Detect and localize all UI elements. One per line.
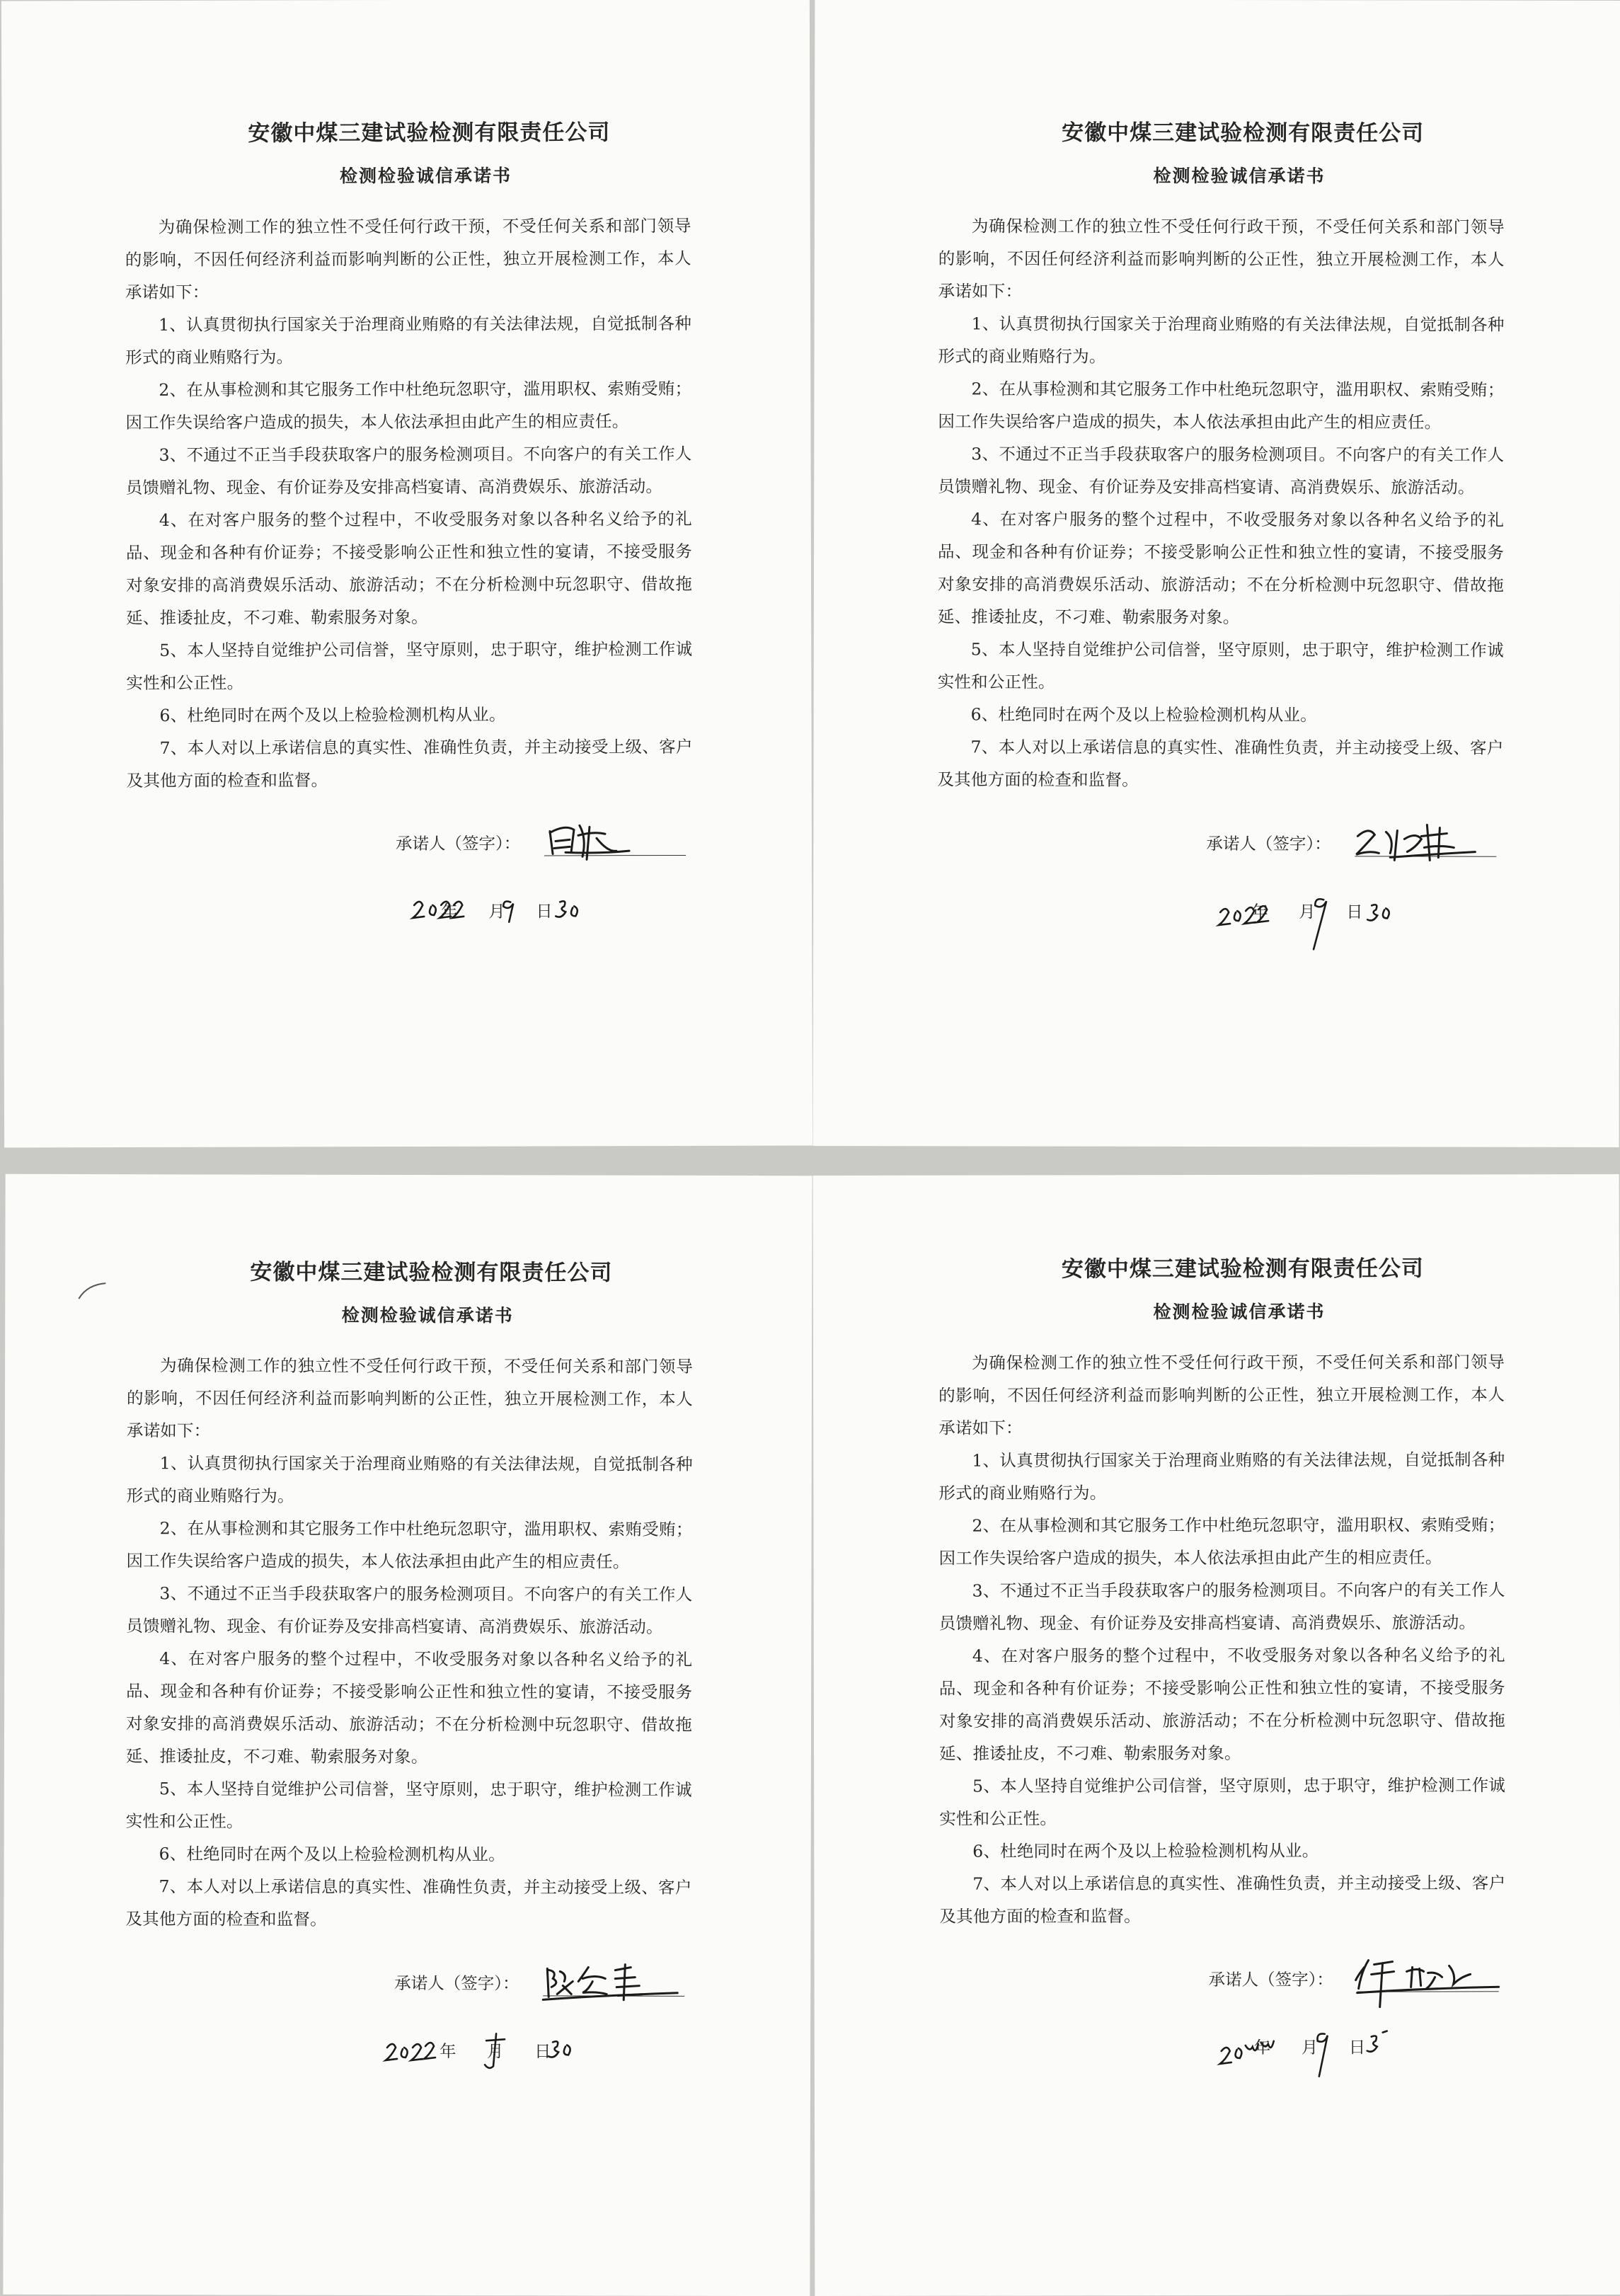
intro-paragraph: 为确保检测工作的独立性不受任何行政干预，不受任何关系和部门领导的影响，不因任何经济利益而影响判断的公正性，独立开展检测工作，本人承诺如下： [938, 1352, 1505, 1438]
pledge-item-2: 2、在从事检测和其它服务工作中杜绝玩忽职守，滥用职权、索贿受贿；因工作失误给客户造成的损失，本人依法承担由此产生的相应责任。 [938, 379, 1505, 432]
pledge-item-6: 6、杜绝同时在两个及以上检验检测机构从业。 [972, 1840, 1319, 1861]
pledge-item-3: 3、不通过不正当手段获取客户的服务检测项目。不向客户的有关工作人员馈赠礼物、现金、有价证券及安排高档宴请、高消费娱乐、旅游活动。 [125, 443, 692, 498]
company-name: 安徽中煤三建试验检测有限责任公司 [248, 120, 611, 147]
signer-label: 承诺人（签字）： [1208, 1969, 1333, 1990]
intro-paragraph: 为确保检测工作的独立性不受任何行政干预，不受任何关系和部门领导的影响，不因任何经济利益而影响判断的公正性，独立开展检测工作，本人承诺如下： [126, 1355, 694, 1441]
pledge-sheet-3 [3, 1174, 812, 2296]
handwritten-signature [537, 810, 693, 874]
pledge-content [937, 116, 1505, 938]
handwritten-signature [1350, 1946, 1506, 2009]
pledge-item-1: 1、认真贯彻执行国家关于治理商业贿赂的有关法律法规，自觉抵制各种形式的商业贿赂行为。 [125, 313, 692, 368]
pledge-item-4: 4、在对客户服务的整个过程中，不收受服务对象以各种名义给予的礼品、现金和各种有价证券；不接受影响公正性和独立性的宴请，不接受服务对象安排的高消费娱乐活动、旅游活动；不在分析检测中玩忽职守、借故拖延、推诿扯皮，不刁难、勒索服务对象。 [937, 509, 1505, 628]
date-row [940, 2024, 1506, 2074]
handwritten-date [410, 880, 608, 945]
pledge-item-5: 5、本人坚持自觉维护公司信誉，坚守原则，忠于职守，维护检测工作诚实性和公正性。 [126, 638, 693, 694]
pledge-item-2: 2、在从事检测和其它服务工作中杜绝玩忽职守，滥用职权、索贿受贿；因工作失误给客户造成的损失，本人依法承担由此产生的相应责任。 [125, 378, 692, 433]
pledge-item-7: 7、本人对以上承诺信息的真实性、准确性负责，并主动接受上级、客户及其他方面的检查和监督。 [126, 736, 693, 791]
pledge-item-5: 5、本人坚持自觉维护公司信誉，坚守原则，忠于职守，维护检测工作诚实性和公正性。 [937, 639, 1504, 692]
pledge-item-7: 7、本人对以上承诺信息的真实性、准确性负责，并主动接受上级、客户及其他方面的检查和监督。 [937, 737, 1504, 790]
handwritten-date [1223, 2016, 1421, 2080]
pledge-item-4: 4、在对客户服务的整个过程中，不收受服务对象以各种名义给予的礼品、现金和各种有价证券；不接受影响公正性和独立性的宴请，不接受服务对象安排的高消费娱乐活动、旅游活动；不在分析检测中玩忽职守、借故拖延、推诿扯皮，不刁难、勒索服务对象。 [125, 508, 693, 628]
pledge-sheet-1 [1, 0, 812, 1147]
pledge-sheet-2 [813, 0, 1620, 1147]
pledge-item-7: 7、本人对以上承诺信息的真实性、准确性负责，并主动接受上级、客户及其他方面的检查和监督。 [125, 1876, 692, 1929]
pledge-item-4: 4、在对客户服务的整个过程中，不收受服务对象以各种名义给予的礼品、现金和各种有价证券；不接受影响公正性和独立性的宴请，不接受服务对象安排的高消费娱乐活动、旅游活动；不在分析检测中玩忽职守、借故拖延、推诿扯皮，不刁难、勒索服务对象。 [125, 1648, 693, 1767]
pledge-item-3: 3、不通过不正当手段获取客户的服务检测项目。不向客户的有关工作人员馈赠礼物、现金、有价证券及安排高档宴请、高消费娱乐、旅游活动。 [938, 444, 1505, 498]
pledge-item-3: 3、不通过不正当手段获取客户的服务检测项目。不向客户的有关工作人员馈赠礼物、现金、有价证券及安排高档宴请、高消费娱乐、旅游活动。 [126, 1583, 693, 1637]
pledge-item-2: 2、在从事检测和其它服务工作中杜绝玩忽职守，滥用职权、索贿受贿；因工作失误给客户造成的损失，本人依法承担由此产生的相应责任。 [938, 1515, 1505, 1568]
pledge-item-5: 5、本人坚持自觉维护公司信誉，坚守原则，忠于职守，维护检测工作诚实性和公正性。 [125, 1779, 692, 1832]
document-title: 检测检验诚信承诺书 [1153, 165, 1326, 187]
pledge-content [938, 1252, 1506, 2074]
document-title: 检测检验诚信承诺书 [339, 165, 512, 187]
company-name: 安徽中煤三建试验检测有限责任公司 [1061, 1256, 1424, 1282]
pledge-item-7: 7、本人对以上承诺信息的真实性、准确性负责，并主动接受上级、客户及其他方面的检查和监督。 [939, 1873, 1506, 1927]
document-title: 检测检验诚信承诺书 [341, 1304, 514, 1326]
pledge-item-6: 6、杜绝同时在两个及以上检验检测机构从业。 [159, 704, 506, 725]
document-title: 检测检验诚信承诺书 [1153, 1301, 1326, 1323]
pledge-content [125, 116, 693, 939]
signature-row [940, 1956, 1506, 1996]
pledge-sheet-4 [813, 1174, 1620, 2296]
signer-label: 承诺人（签字）： [395, 833, 521, 854]
pledge-item-1: 1、认真贯彻执行国家关于治理商业贿赂的有关法律法规，自觉抵制各种形式的商业贿赂行为。 [938, 1450, 1505, 1503]
date-row [125, 2027, 691, 2078]
pledge-item-2: 2、在从事检测和其它服务工作中杜绝玩忽职守，滥用职权、索贿受贿；因工作失误给客户造成的损失，本人依法承担由此产生的相应责任。 [126, 1518, 693, 1572]
company-name: 安徽中煤三建试验检测有限责任公司 [250, 1259, 613, 1286]
printed-date: 年 月 日 [1251, 902, 1365, 922]
pledge-content [125, 1256, 693, 2078]
printed-date: 年 月 日 [440, 2041, 553, 2062]
stray-pen-mark [76, 1280, 111, 1302]
handwritten-signature [1348, 810, 1503, 874]
pledge-item-1: 1、认真贯彻执行国家关于治理商业贿赂的有关法律法规，自觉抵制各种形式的商业贿赂行为。 [126, 1453, 693, 1506]
signature-row [127, 820, 693, 861]
pledge-item-5: 5、本人坚持自觉维护公司信誉，坚守原则，忠于职守，维护检测工作诚实性和公正性。 [939, 1775, 1506, 1829]
pledge-item-3: 3、不通过不正当手段获取客户的服务检测项目。不向客户的有关工作人员馈赠礼物、现金、有价证券及安排高档宴请、高消费娱乐、旅游活动。 [938, 1580, 1505, 1634]
printed-date: 年 月 日 [1253, 2037, 1367, 2057]
handwritten-date [408, 2021, 607, 2085]
signer-label: 承诺人（签字）： [1206, 833, 1331, 854]
signature-row [937, 820, 1503, 860]
intro-paragraph: 为确保检测工作的独立性不受任何行政干预，不受任何关系和部门领导的影响，不因任何经济利益而影响判断的公正性，独立开展检测工作，本人承诺如下： [125, 215, 691, 303]
company-name: 安徽中煤三建试验检测有限责任公司 [1062, 120, 1425, 147]
handwritten-signature [536, 1950, 691, 2014]
printed-date: 年 月 日 [441, 901, 554, 922]
signer-label: 承诺人（签字）： [394, 1973, 519, 1994]
intro-paragraph: 为确保检测工作的独立性不受任何行政干预，不受任何关系和部门领导的影响，不因任何经济利益而影响判断的公正性，独立开展检测工作，本人承诺如下： [938, 216, 1505, 302]
date-row [127, 888, 693, 939]
date-row [937, 888, 1503, 938]
pledge-item-1: 1、认真贯彻执行国家关于治理商业贿赂的有关法律法规，自觉抵制各种形式的商业贿赂行为。 [938, 314, 1505, 367]
pledge-item-6: 6、杜绝同时在两个及以上检验检测机构从业。 [970, 704, 1317, 725]
pledge-item-4: 4、在对客户服务的整个过程中，不收受服务对象以各种名义给予的礼品、现金和各种有价证券；不接受影响公正性和独立性的宴请，不接受服务对象安排的高消费娱乐活动、旅游活动；不在分析检测中玩忽职守、借故拖延、推诿扯皮，不刁难、勒索服务对象。 [938, 1645, 1505, 1764]
handwritten-date [1220, 881, 1418, 945]
pledge-item-6: 6、杜绝同时在两个及以上检验检测机构从业。 [159, 1844, 505, 1865]
signature-row [125, 1959, 691, 2000]
